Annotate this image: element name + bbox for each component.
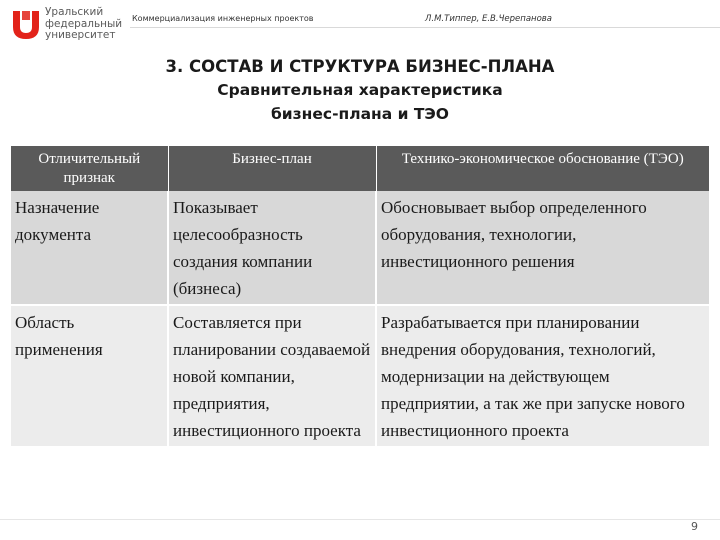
table-row [11, 305, 709, 446]
slide-title-main: 3. СОСТАВ И СТРУКТУРА БИЗНЕС-ПЛАНА [165, 57, 555, 76]
course-title: Коммерциализация инженерных проектов [132, 14, 314, 23]
table-cell: Составляется при планировании создаваемой новой компании, предприятия, инвестиционного проекта [168, 305, 376, 446]
header-divider [130, 27, 720, 28]
logo-line-2: федеральный [45, 17, 123, 30]
table-cell: Назначение документа [11, 191, 168, 305]
slide-subtitle-line-1: Сравнительная характеристика [217, 81, 503, 99]
column-header-feature: Отличительный признак [11, 146, 168, 191]
logo-line-1: Уральский [45, 6, 104, 18]
table-cell: Показывает целесообразность создания компании (бизнеса) [168, 191, 376, 305]
column-header-feasibility-study: Технико-экономическое обоснование (ТЭО) [376, 146, 709, 191]
table-header-row [11, 146, 709, 191]
slide-title [0, 56, 720, 126]
logo-line-3: университет [45, 29, 116, 41]
table-cell: Разрабатывается при планировании внедрения оборудования, технологий, модернизации на действующем предприятии, а так же при запуске нового инвестиционного проекта [376, 305, 709, 446]
comparison-table [11, 146, 709, 446]
university-logo [9, 6, 129, 46]
slide-subtitle-line-2: бизнес-плана и ТЭО [270, 105, 449, 123]
table-cell: Область применения [11, 305, 168, 446]
table-cell: Обосновывает выбор определенного оборудования, технологии, инвестиционного решения [376, 191, 709, 305]
column-header-business-plan: Бизнес-план [168, 146, 376, 191]
authors: Л.М.Типпер, Е.В.Черепанова [425, 14, 553, 24]
table-row [11, 191, 709, 305]
footer-divider [0, 519, 720, 520]
page-number: 9 [691, 520, 698, 533]
university-name [45, 7, 122, 42]
university-logo-mark-icon [9, 8, 43, 42]
